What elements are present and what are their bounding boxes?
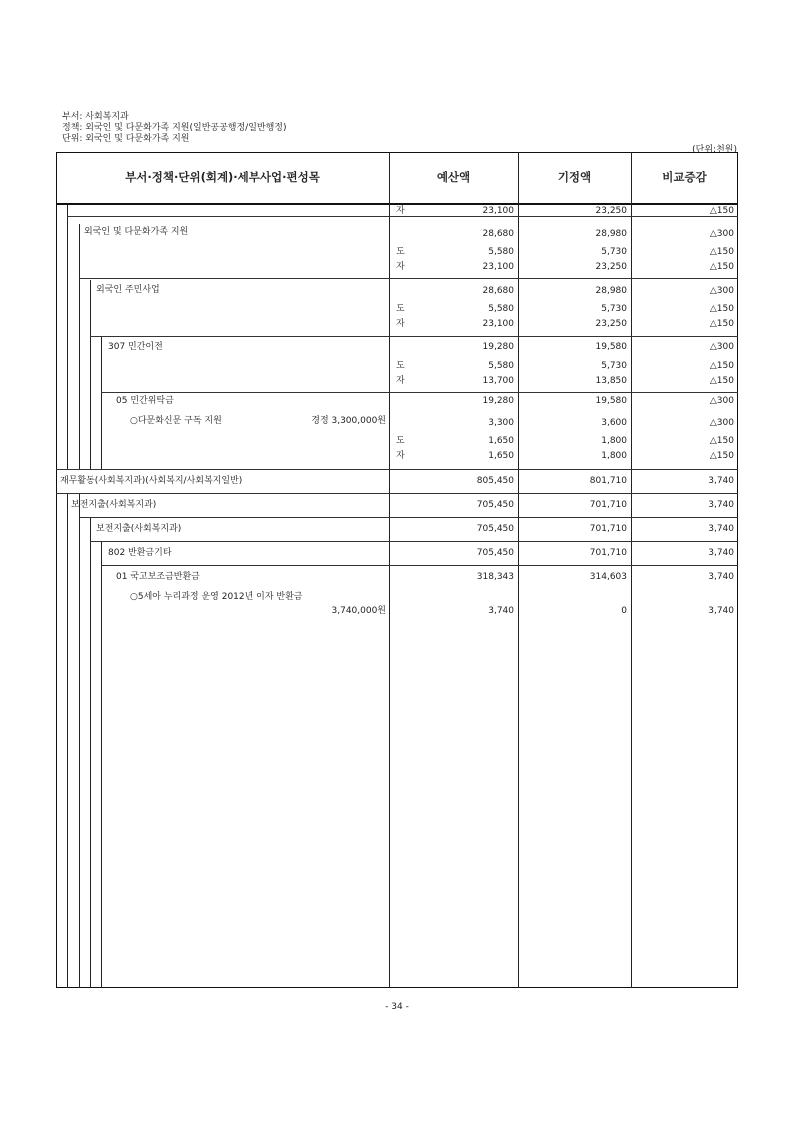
row-prior: 23,250 xyxy=(595,206,627,216)
row-diff: △150 xyxy=(709,247,734,257)
row-prior: 19,580 xyxy=(595,342,627,352)
row-budget: 5,580 xyxy=(488,304,514,314)
row-divider xyxy=(101,565,738,566)
row-prior: 1,800 xyxy=(601,436,627,446)
row-diff: 3,740 xyxy=(708,606,734,616)
indent-line xyxy=(101,337,102,469)
row-budget: 23,100 xyxy=(482,319,514,329)
row-budget: 3,300 xyxy=(488,418,514,428)
row-label: 05 민간위탁금 xyxy=(116,396,174,406)
row-diff: △150 xyxy=(709,361,734,371)
row-diff: 3,740 xyxy=(708,548,734,558)
indent-line xyxy=(67,493,68,988)
row-diff: △150 xyxy=(709,319,734,329)
row-prior: 19,580 xyxy=(595,396,627,406)
row-prior: 28,980 xyxy=(595,229,627,239)
row-budget: 805,450 xyxy=(476,476,514,486)
row-budget: 705,450 xyxy=(476,524,514,534)
row-budget: 1,650 xyxy=(488,451,514,461)
row-src: 도 xyxy=(396,436,405,446)
row-diff: 3,740 xyxy=(708,476,734,486)
header-col-prior: 기정액 xyxy=(557,170,592,184)
row-divider xyxy=(56,493,738,494)
indent-line xyxy=(79,224,80,469)
row-src: 도 xyxy=(396,361,405,371)
row-label: 외국인 및 다문화가족 지원 xyxy=(84,227,189,237)
row-divider xyxy=(79,517,738,518)
row-diff: △300 xyxy=(709,342,734,352)
row-prior: 23,250 xyxy=(595,319,627,329)
row-diff: △150 xyxy=(709,304,734,314)
row-diff: △150 xyxy=(709,376,734,386)
row-diff: 3,740 xyxy=(708,500,734,510)
row-label: 재무활동(사회복지과)(사회복지/사회복지일반) xyxy=(60,476,243,486)
row-divider xyxy=(90,541,738,542)
indent-line xyxy=(79,493,80,988)
row-budget: 5,580 xyxy=(488,361,514,371)
row-budget: 28,680 xyxy=(482,229,514,239)
row-label: ○다문화신문 구독 지원 xyxy=(130,416,222,426)
row-budget: 19,280 xyxy=(482,342,514,352)
policy-line: 정책: 외국인 및 다문화가족 지원(일반공공행정/일반행정) xyxy=(62,123,287,133)
row-prior: 23,250 xyxy=(595,262,627,272)
unit-note: (단위:천원) xyxy=(692,145,737,155)
row-budget: 705,450 xyxy=(476,548,514,558)
row-src: 자 xyxy=(396,262,405,272)
row-budget: 705,450 xyxy=(476,500,514,510)
row-budget: 23,100 xyxy=(482,262,514,272)
row-budget: 23,100 xyxy=(482,206,514,216)
row-src: 자 xyxy=(396,319,405,329)
row-label: 외국인 주민사업 xyxy=(96,285,160,295)
row-label: 307 민간이전 xyxy=(108,342,163,352)
row-budget: 3,740 xyxy=(488,606,514,616)
row-divider xyxy=(101,392,738,393)
header-col-budget: 예산액 xyxy=(436,170,471,184)
row-prior: 801,710 xyxy=(589,476,627,486)
row-src: 도 xyxy=(396,304,405,314)
row-diff: △300 xyxy=(709,396,734,406)
header-col-item: 부서·정책·단위(회계)·세부사업·편성목 xyxy=(125,170,320,184)
row-label: 01 국고보조금반환금 xyxy=(116,572,200,582)
row-budget: 13,700 xyxy=(482,376,514,386)
header-col-diff: 비교증감 xyxy=(662,170,707,184)
row-prior: 13,850 xyxy=(595,376,627,386)
row-budget: 28,680 xyxy=(482,286,514,296)
row-diff: △150 xyxy=(709,451,734,461)
row-label: ○5세아 누리과정 운영 2012년 이자 반환금 xyxy=(130,592,303,602)
row-prior: 5,730 xyxy=(601,304,627,314)
row-prior: 1,800 xyxy=(601,451,627,461)
row-prior: 5,730 xyxy=(601,247,627,257)
row-diff: △150 xyxy=(709,206,734,216)
row-label: 보전지출(사회복지과) xyxy=(71,500,157,510)
row-prior: 28,980 xyxy=(595,286,627,296)
row-budget: 5,580 xyxy=(488,247,514,257)
row-src: 자 xyxy=(396,206,405,216)
row-diff: △300 xyxy=(709,418,734,428)
row-prior: 3,600 xyxy=(601,418,627,428)
dept-line: 부서: 사회복지과 xyxy=(62,112,129,122)
row-diff: △150 xyxy=(709,262,734,272)
row-divider xyxy=(56,469,738,470)
row-src: 도 xyxy=(396,247,405,257)
row-diff: 3,740 xyxy=(708,572,734,582)
indent-line xyxy=(101,541,102,988)
row-prior: 701,710 xyxy=(589,548,627,558)
row-divider xyxy=(79,278,738,279)
indent-line xyxy=(90,517,91,988)
row-prior: 701,710 xyxy=(589,524,627,534)
table-header xyxy=(56,152,738,205)
row-note: 3,740,000원 xyxy=(331,606,386,616)
unit-line: 단위: 외국인 및 다문화가족 지원 xyxy=(62,134,190,144)
row-divider xyxy=(67,216,738,217)
row-note: 경정 3,300,000원 xyxy=(311,416,386,426)
row-diff: △300 xyxy=(709,286,734,296)
row-diff: △300 xyxy=(709,229,734,239)
indent-line xyxy=(67,205,68,469)
row-prior: 5,730 xyxy=(601,361,627,371)
row-label: 보전지출(사회복지과) xyxy=(96,524,182,534)
row-src: 자 xyxy=(396,376,405,386)
row-prior: 701,710 xyxy=(589,500,627,510)
row-diff: △150 xyxy=(709,436,734,446)
row-budget: 1,650 xyxy=(488,436,514,446)
page-number: - 34 - xyxy=(385,1002,409,1012)
indent-line xyxy=(90,280,91,469)
row-diff: 3,740 xyxy=(708,524,734,534)
row-prior: 0 xyxy=(621,606,627,616)
row-label: 802 반환금기타 xyxy=(108,548,172,558)
row-src: 자 xyxy=(396,451,405,461)
row-prior: 314,603 xyxy=(589,572,627,582)
row-budget: 318,343 xyxy=(476,572,514,582)
row-divider xyxy=(90,336,738,337)
row-budget: 19,280 xyxy=(482,396,514,406)
